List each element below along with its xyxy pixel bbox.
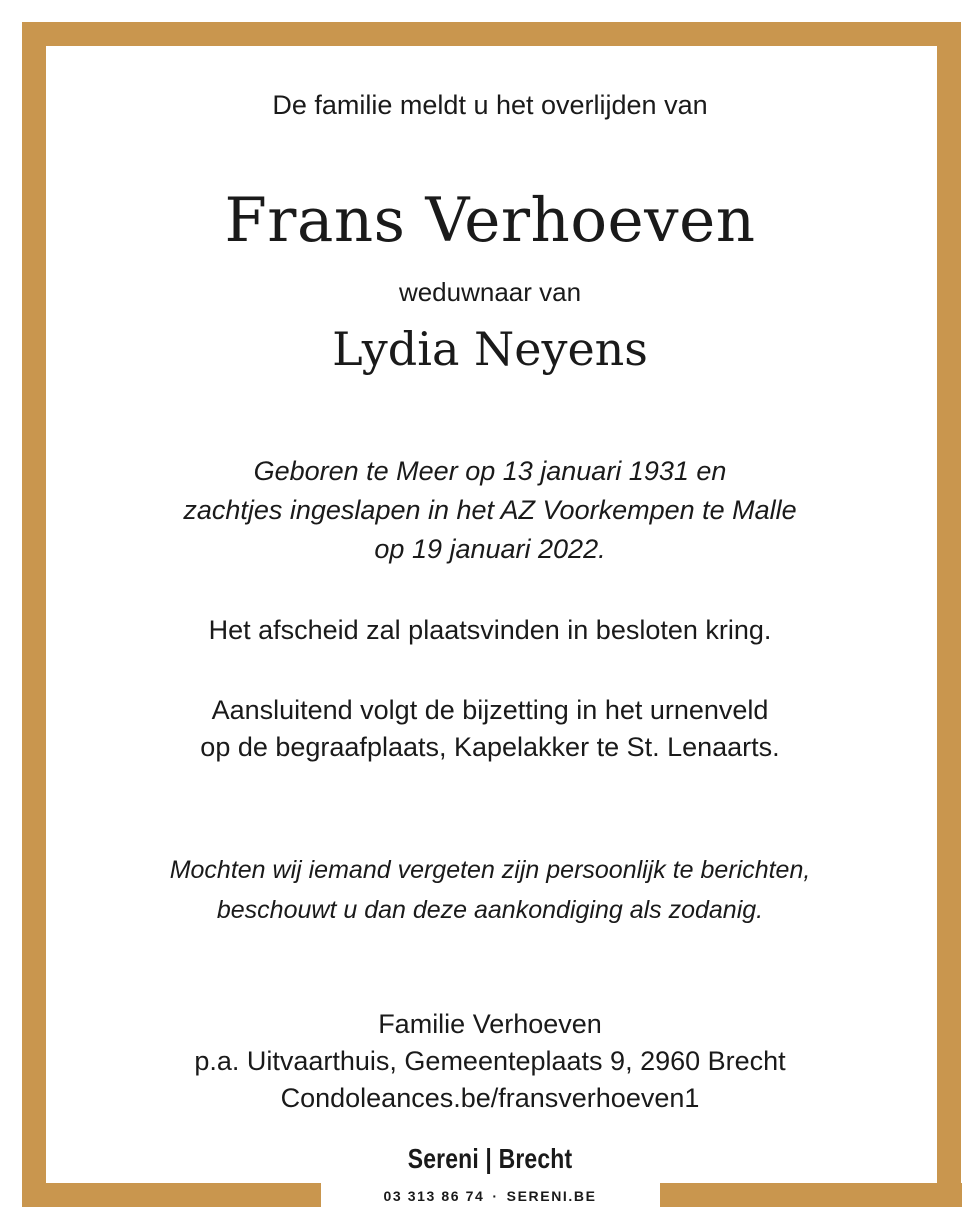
contact-block: [0, 1006, 980, 1117]
birth-death-text: [0, 452, 980, 569]
notice-text: [0, 850, 980, 930]
contact-address: p.a. Uitvaarthuis, Gemeenteplaats 9, 2960 Brecht: [194, 1046, 786, 1076]
footer-separator: ·: [492, 1188, 499, 1204]
birth-death-line: op 19 januari 2022.: [374, 534, 606, 564]
birth-death-line: Geboren te Meer op 13 januari 1931 en: [253, 456, 727, 486]
notice-line: Mochten wij iemand vergeten zijn persoonlijk te berichten,: [169, 856, 811, 884]
spouse-name: Lydia Neyens: [332, 322, 648, 376]
notice-line: beschouwt u dan deze aankondiging als zodanig.: [216, 896, 764, 924]
burial-line: op de begraafplaats, Kapelakker te St. Lenaarts.: [200, 732, 780, 762]
deceased-name: Frans Verhoeven: [224, 185, 756, 256]
footer-contact: [0, 1188, 980, 1204]
burial-line: Aansluitend volgt de bijzetting in het urnenveld: [211, 695, 769, 725]
funeral-home-brand: Sereni | Brecht: [407, 1143, 573, 1174]
burial-text: [0, 692, 980, 766]
contact-website[interactable]: Condoleances.be/fransverhoeven1: [280, 1083, 700, 1113]
footer-phone[interactable]: 03 313 86 74: [383, 1188, 485, 1204]
birth-death-line: zachtjes ingeslapen in het AZ Voorkempen te Malle: [183, 495, 797, 525]
footer-site[interactable]: SERENI.BE: [506, 1188, 597, 1204]
intro-text: De familie meldt u het overlijden van: [272, 90, 708, 120]
contact-family: Familie Verhoeven: [378, 1009, 602, 1039]
relation-text: weduwnaar van: [398, 277, 582, 307]
farewell-text: Het afscheid zal plaatsvinden in besloten kring.: [208, 615, 772, 645]
